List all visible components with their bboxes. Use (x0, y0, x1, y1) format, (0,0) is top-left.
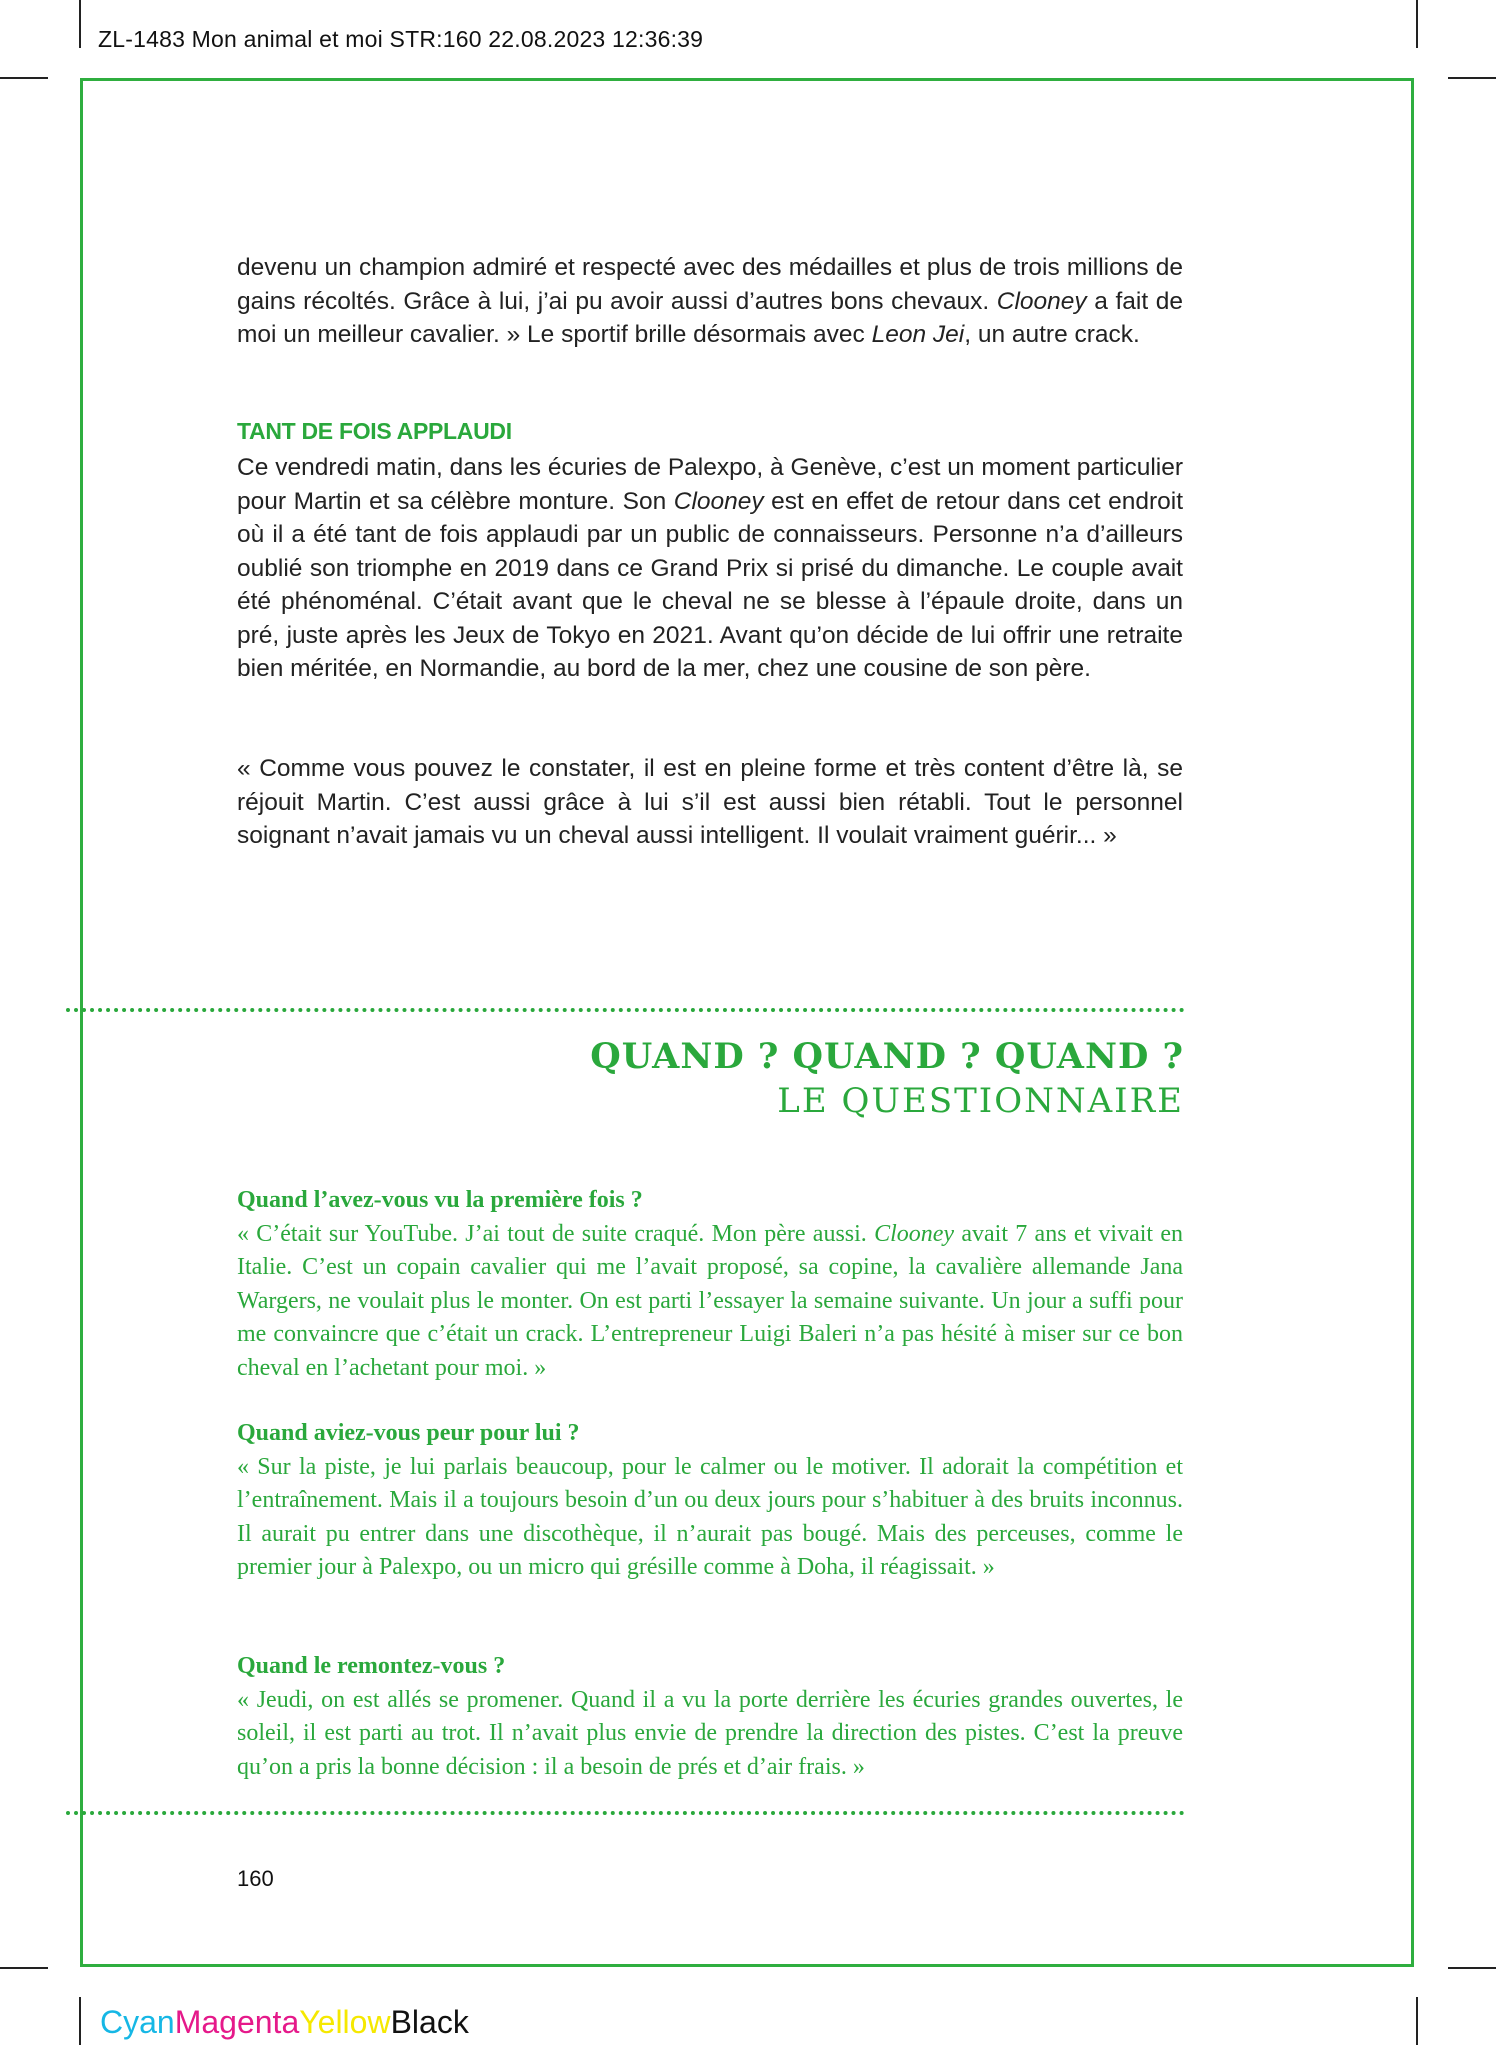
page-number: 160 (237, 1866, 274, 1891)
italic-run: Clooney (874, 1220, 955, 1247)
text-run: , un autre crack. (964, 321, 1140, 348)
italic-run: Clooney (996, 287, 1087, 315)
print-slug: ZL-1483 Mon animal et moi STR:160 22.08.2023 12:36:39 (98, 26, 704, 52)
qa-item (237, 1184, 1183, 1385)
text-run: est en effet de retour dans cet endroit où il a été tant de fois applaudi par un public de connaisseurs. Personne n’a d’ailleurs oublié son triomphe en 2019 dans ce Grand Prix si prisé du dimanche. Le couple avait été phénoménal. C’était avant que le cheval ne se blesse à l’épaule droite, dans un pré, juste après les Jeux de Tokyo en 2021. Avant qu’on décide de lui offrir une retraite bien méritée, en Normandie, au bord de la mer, chez une cousine de son père. (237, 487, 1184, 682)
text-run: avait 7 ans et vivait en Italie. C’est un copain cavalier qui me l’avait proposé, sa copine, la cavalière allemande Jana Wargers, ne voulait plus le monter. On est parti l’essayer la semaine suivante. Un jour a suffi pour me convaincre que c’était un crack. L’entrepreneur Luigi Baleri n’a pas hésité à miser sur ce bon cheval en l’achetant pour moi. » (237, 1220, 1184, 1381)
crop-mark-top-left-v (79, 0, 81, 48)
article-paragraph-2 (237, 451, 1183, 686)
text-run: « Jeudi, on est allés se promener. Quand il a vu la porte derrière les écuries grandes ouvertes, le soleil, il est parti au trot. Il n’avait plus envie de prendre la direction des pistes. C’est la preuve qu’on a pris la bonne décision : il a besoin de prés et d’air frais. » (237, 1686, 1183, 1780)
color-bar-cyan: Cyan (100, 2004, 175, 2040)
color-bar (100, 2004, 469, 2041)
article-paragraph-1 (237, 251, 1183, 352)
qa-question: Quand le remontez-vous ? (237, 1653, 506, 1679)
qa-question: Quand aviez-vous peur pour lui ? (237, 1420, 580, 1446)
dotted-divider-bottom (66, 1811, 1185, 1815)
crop-mark-top-right-h (1448, 77, 1496, 79)
text-run: « Sur la piste, je lui parlais beaucoup, pour le calmer ou le motiver. Il adorait la compétition et l’entraînement. Mais il a toujours besoin d’un ou deux jours pour s’habituer à des bruits inconnus. Il aurait pu entrer dans une discothèque, il n’aurait pas bougé. Mais des perceuses, comme le premier jour à Palexpo, ou un micro qui grésille comme à Doha, il réagissait. » (237, 1453, 1183, 1580)
paragraph-text (237, 752, 1183, 853)
qa-item (237, 1650, 1183, 1784)
section-heading: TANT DE FOIS APPLAUDI (237, 418, 512, 444)
crop-mark-bottom-left-h (0, 1967, 48, 1969)
qa-answer (237, 1684, 1183, 1785)
qa-answer (237, 1218, 1183, 1386)
qa-item (237, 1417, 1183, 1585)
crop-mark-bottom-right-h (1448, 1967, 1496, 1969)
crop-mark-top-left-h (0, 77, 48, 79)
color-bar-magenta: Magenta (174, 2004, 300, 2040)
paragraph-text (237, 451, 1183, 686)
italic-run: Leon Jei (871, 321, 965, 348)
questionnaire-title: QUAND ? QUAND ? QUAND ? (590, 1036, 1184, 1077)
crop-mark-bottom-right-v (1416, 1997, 1418, 2045)
color-bar-black: Black (390, 2004, 469, 2040)
qa-answer (237, 1451, 1183, 1585)
crop-mark-bottom-left-v (79, 1997, 81, 2045)
paragraph-text (237, 251, 1183, 352)
text-run: devenu un champion admiré et respecté avec des médailles et plus de trois millions de gains récoltés. Grâce à lui, j’ai pu avoir aussi d’autres bons chevaux. (237, 254, 1183, 315)
dotted-divider-top (66, 1008, 1185, 1012)
text-run: « Comme vous pouvez le constater, il est en pleine forme et très content d’être là, se réjouit Martin. C’est aussi grâce à lui s’il est aussi bien rétabli. Tout le personnel soignant n’avait jamais vu un cheval aussi intelligent. Il voulait vraiment guérir... » (237, 755, 1183, 849)
qa-question: Quand l’avez-vous vu la première fois ? (237, 1187, 643, 1213)
text-run: « C’était sur YouTube. J’ai tout de suite craqué. Mon père aussi. (237, 1220, 875, 1247)
questionnaire-subtitle: LE QUESTIONNAIRE (777, 1081, 1184, 1121)
color-bar-yellow: Yellow (299, 2004, 391, 2040)
text-run: Ce vendredi matin, dans les écuries de Palexpo, à Genève, c’est un moment particulier pour Martin et sa célèbre monture. Son (237, 454, 1183, 515)
text-run: a fait de moi un meilleur cavalier. » Le sportif brille désormais avec (237, 287, 1183, 348)
article-paragraph-3 (237, 752, 1183, 853)
crop-mark-top-right-v (1416, 0, 1418, 48)
italic-run: Clooney (673, 487, 764, 515)
